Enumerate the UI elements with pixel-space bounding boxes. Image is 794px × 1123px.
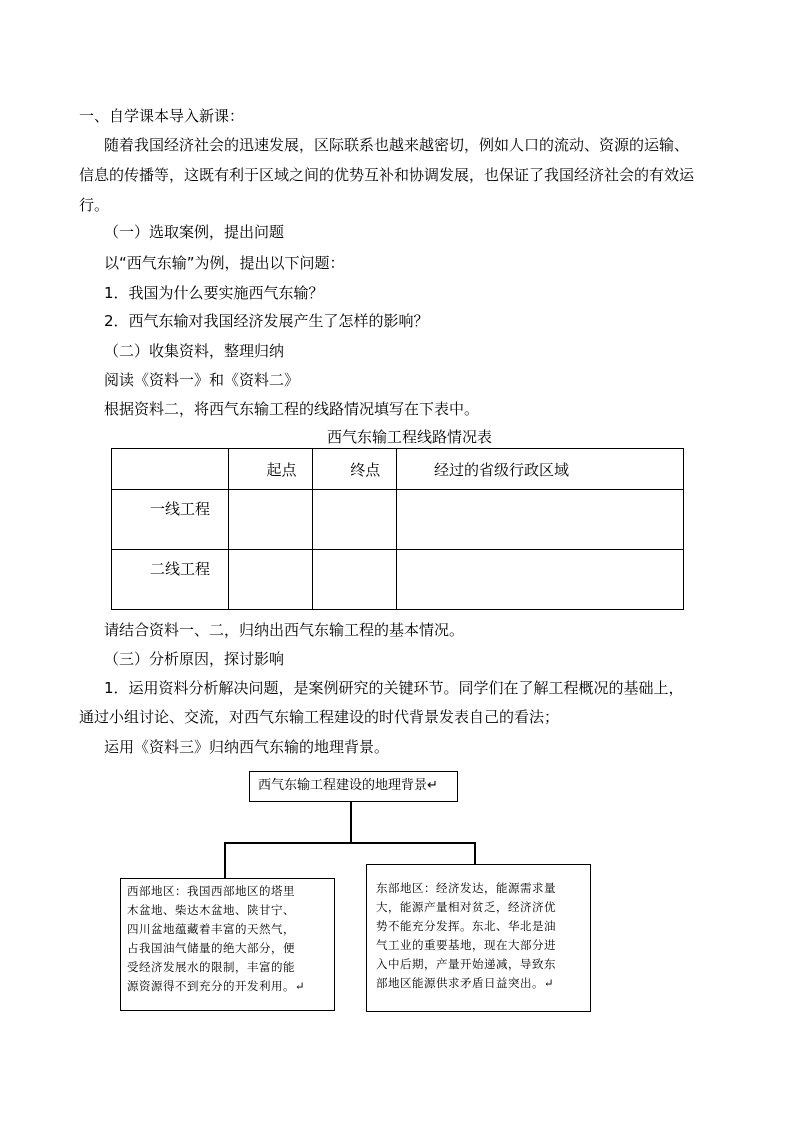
east-region-text-line: 气工业的重要基地，现在大部分进 — [376, 938, 556, 952]
west-region-text-line: 西部地区：我国西部地区的塔里 — [127, 884, 295, 898]
table-header-end: 终点 — [313, 449, 397, 490]
east-region-text-line: 大，能源产量相对贫乏，经济济优 — [376, 900, 556, 914]
section3-paragraph-line-2: 通过小组讨论、交流，对西气东输工程建设的时代背景发表自己的看法； — [79, 708, 560, 726]
east-region-text-line: 入中后期，产量开始递减，导致东 — [376, 957, 556, 971]
table-caption: 西气东输工程线路情况表 — [327, 428, 493, 446]
east-region-text-line: 部地区能源供求矛盾日益突出。↵ — [376, 976, 555, 990]
section1-title: （一）选取案例，提出问题 — [104, 223, 285, 241]
intro-paragraph-line-2: 信息的传播等，这既有利于区域之间的优势互补和协调发展，也保证了我国经济社会的有效运 — [79, 166, 695, 184]
section3-paragraph-line-1: 1．运用资料分析解决问题，是案例研究的关键环节。同学们在了解工程概况的基础上， — [104, 679, 684, 697]
connector-vertical-top — [350, 801, 352, 843]
table-header-empty — [112, 449, 229, 490]
intro-paragraph-line-3: 行。 — [79, 196, 110, 214]
question-2: 2．西气东输对我国经济发展产生了怎样的影响？ — [104, 312, 429, 330]
table-cell-start[interactable] — [229, 490, 313, 550]
heading: 一、自学课本导入新课： — [79, 107, 245, 125]
west-region-text-line: 受经济发展水的限制，丰富的能 — [127, 960, 295, 974]
west-region-text-line: 木盆地、柴达木盆地、陕甘宁、 — [127, 903, 295, 917]
section3-title: （三）分析原因，探讨影响 — [104, 650, 285, 668]
table-header-start: 起点 — [229, 449, 313, 490]
diagram-top-box-label: 西气东输工程建设的地理背景↵ — [258, 778, 438, 793]
section3-paragraph-2: 运用《资料三》归纳西气东输的地理背景。 — [104, 738, 390, 756]
connector-horizontal — [224, 842, 475, 844]
section2-instruction: 根据资料二，将西气东输工程的线路情况填写在下表中。 — [104, 400, 480, 418]
table-row-label: 一线工程 — [112, 490, 229, 550]
table-row-label: 二线工程 — [112, 550, 229, 610]
connector-vertical-right — [474, 842, 476, 865]
section2-title: （二）收集资料，整理归纳 — [104, 342, 285, 360]
intro-paragraph-line-1: 随着我国经济社会的迅速发展，区际联系也越来越密切，例如人口的流动、资源的运输、 — [104, 136, 690, 154]
question-1: 1．我国为什么要实施西气东输？ — [104, 284, 324, 302]
table-row — [112, 550, 684, 610]
table-row — [112, 490, 684, 550]
west-region-text-line: 占我国油气储量的绝大部分，便 — [127, 941, 295, 955]
table-cell-start[interactable] — [229, 550, 313, 610]
connector-vertical-left — [224, 842, 226, 879]
table-cell-provinces[interactable] — [396, 490, 683, 550]
west-region-text-line: 四川盆地蕴藏着丰富的天然气， — [127, 922, 295, 936]
table-header-row — [112, 449, 684, 490]
east-region-text-line: 势不能充分发挥。东北、华北是油 — [376, 919, 556, 933]
west-region-text-line: 源资源得不到充分的开发利用。↵ — [127, 979, 306, 993]
east-region-box — [366, 864, 591, 1012]
table-cell-end[interactable] — [313, 490, 397, 550]
diagram-top-box — [249, 771, 458, 802]
east-region-text-line: 东部地区：经济发达，能源需求量 — [376, 881, 556, 895]
route-table — [111, 448, 684, 610]
after-table-text: 请结合资料一、二，归纳出西气东输工程的基本情况。 — [104, 621, 465, 639]
table-cell-provinces[interactable] — [396, 550, 683, 610]
section1-lead: 以“西气东输”为例，提出以下问题： — [104, 254, 345, 272]
section2-read: 阅读《资料一》和《资料二》 — [104, 371, 300, 389]
table-header-provinces: 经过的省级行政区域 — [396, 449, 683, 490]
table-cell-end[interactable] — [313, 550, 397, 610]
west-region-box — [120, 878, 335, 1011]
